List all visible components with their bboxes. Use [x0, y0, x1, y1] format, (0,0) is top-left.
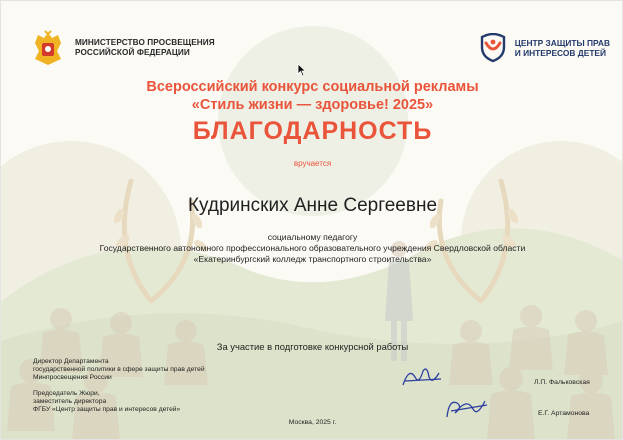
center-name — [515, 38, 610, 58]
center-line: ЦЕНТР ЗАЩИТЫ ПРАВ — [514, 38, 610, 48]
award-reason: За участие в подготовке конкурсной работы — [216, 341, 409, 352]
city-date: Москва, 2025 г. — [288, 419, 337, 426]
signatory-title-line: заместитель директора — [33, 398, 107, 406]
center-header — [478, 33, 610, 63]
signature-mark — [399, 363, 445, 391]
signatory-title — [33, 390, 180, 415]
signatory-title-line: государственной политики в сфере защиты прав детей — [33, 366, 205, 374]
awarded-label: вручается — [293, 159, 332, 168]
organization-line2: «Екатеринбургский колледж транспортного строительства» — [193, 254, 432, 264]
signatory-title — [33, 358, 205, 383]
signatory-name: Л.П. Фальковская — [534, 379, 590, 386]
organization-line1: Государственного автономного профессионального образовательного учреждения Свердловской области — [99, 243, 526, 253]
recipient-name: Кудринских Анне Сергеевне — [187, 195, 438, 216]
contest-title-line2: «Стиль жизни — здоровье! 2025» — [191, 97, 434, 113]
signatory-title-line: Председатель Жюри, — [33, 390, 100, 397]
ministry-header — [31, 29, 215, 67]
signatory-name: Е.Г. Артамонова — [538, 410, 590, 417]
mouse-cursor-icon — [297, 63, 307, 77]
contest-title-line1: Всероссийский конкурс социальной рекламы — [146, 79, 479, 95]
child-protection-logo-icon — [478, 33, 508, 63]
ministry-line: МИНИСТЕРСТВО ПРОСВЕЩЕНИЯ — [75, 38, 215, 47]
center-line: И ИНТЕРЕСОВ ДЕТЕЙ — [514, 48, 607, 58]
coat-of-arms-icon — [31, 29, 65, 67]
signatory-title-line: Директор Департамента — [33, 358, 109, 365]
signatory-title-line: Минпросвещения России — [33, 374, 112, 382]
certificate-heading: БЛАГОДАРНОСТЬ — [192, 117, 433, 145]
recipient-position: социальному педагогу — [267, 232, 358, 242]
signatory-title-line: ФГБУ «Центр защиты прав и интересов детей» — [33, 406, 181, 414]
ministry-line: РОССИЙСКОЙ ФЕДЕРАЦИИ — [75, 48, 190, 57]
ministry-name — [75, 38, 215, 58]
